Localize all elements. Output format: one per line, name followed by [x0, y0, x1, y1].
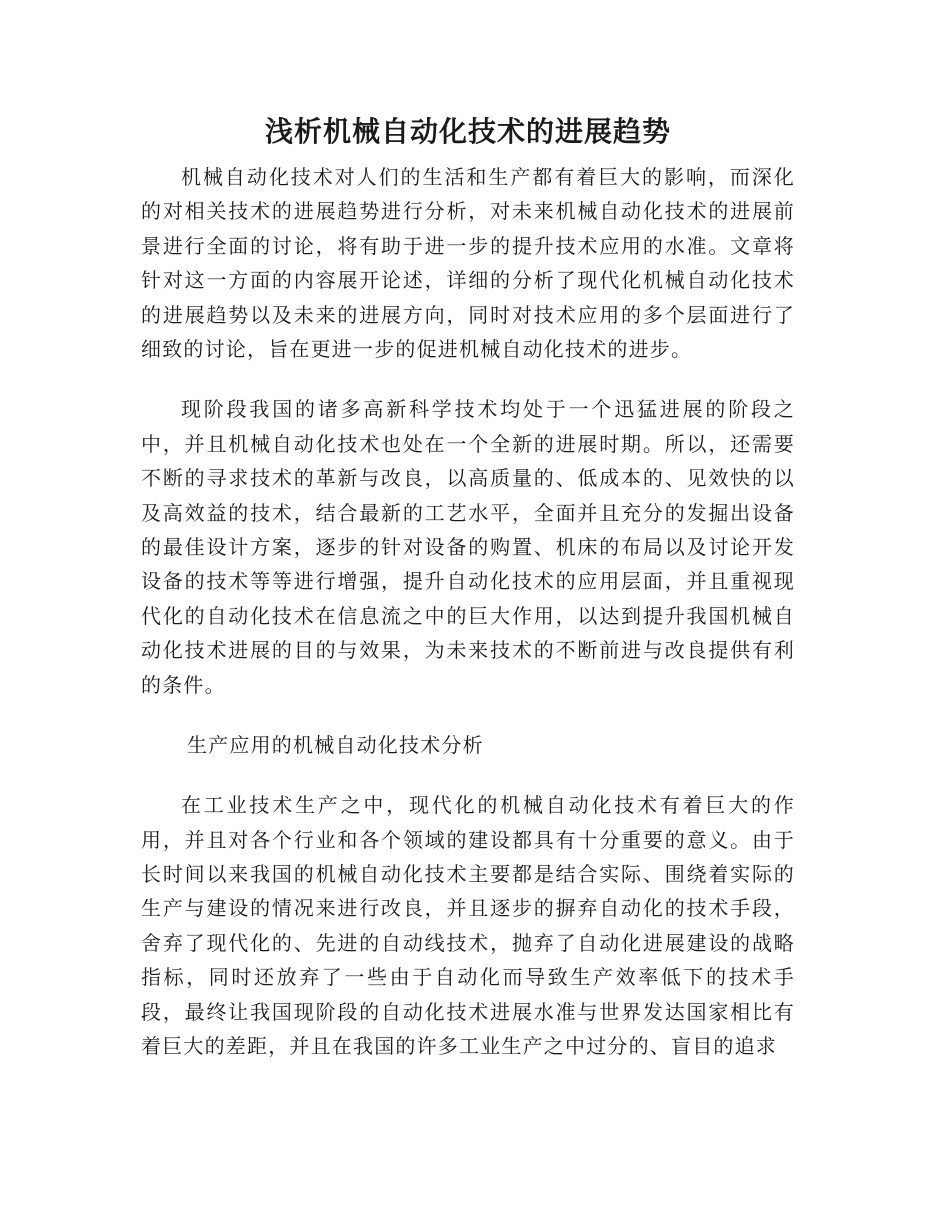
- document-title: 浅析机械自动化技术的进展趋势: [264, 115, 671, 148]
- paragraph-intro: 机械自动化技术对人们的生活和生产都有着巨大的影响，而深化的对相关技术的进展趋势进行分析，对未来机械自动化技术的进展前景进行全面的讨论，将有助于进一步的提升技术应用的水准。文章将针对这一方面的内容展开论述，详细的分析了现代化机械自动化技术的进展趋势以及未来的进展方向，同时对技术应用的多个层面进行了细致的讨论，旨在更进一步的促进机械自动化技术的进步。: [141, 165, 795, 362]
- paragraph-gap: [141, 702, 795, 728]
- paragraph-gap: [141, 762, 795, 788]
- paragraph-production-analysis: 在工业技术生产之中，现代化的机械自动化技术有着巨大的作用，并且对各个行业和各个领域的建设都具有十分重要的意义。由于长时间以来我国的机械自动化技术主要都是结合实际、围绕着实际的生产与建设的情况来进行改良，并且逐步的摒弃自动化的技术手段，舍弃了现代化的、先进的自动线技术，抛弃了自动化进展建设的战略指标，同时还放弃了一些由于自动化而导致生产效率低下的技术手段，最终让我国现阶段的自动化技术进展水准与世界发达国家相比有着巨大的差距，并且在我国的许多工业生产之中过分的、盲目的追求: [141, 793, 795, 1058]
- paragraph-gap: [141, 366, 795, 392]
- section-heading: 生产应用的机械自动化技术分析: [187, 733, 484, 758]
- paragraph-current-stage: 现阶段我国的诸多高新科学技术均处于一个迅猛进展的阶段之中，并且机械自动化技术也处在一个全新的进展时期。所以，还需要不断的寻求技术的革新与改良，以高质量的、低成本的、见效快的以及高效益的技术，结合最新的工艺水平，全面并且充分的发掘出设备的最佳设计方案，逐步的针对设备的购置、机床的布局以及讨论开发设备的技术等等进行增强，提升自动化技术的应用层面，并且重视现代化的自动化技术在信息流之中的巨大作用，以达到提升我国机械自动化技术进展的目的与效果，为未来技术的不断前进与改良提供有利的条件。: [141, 397, 795, 697]
- document-page: [141, 108, 795, 1063]
